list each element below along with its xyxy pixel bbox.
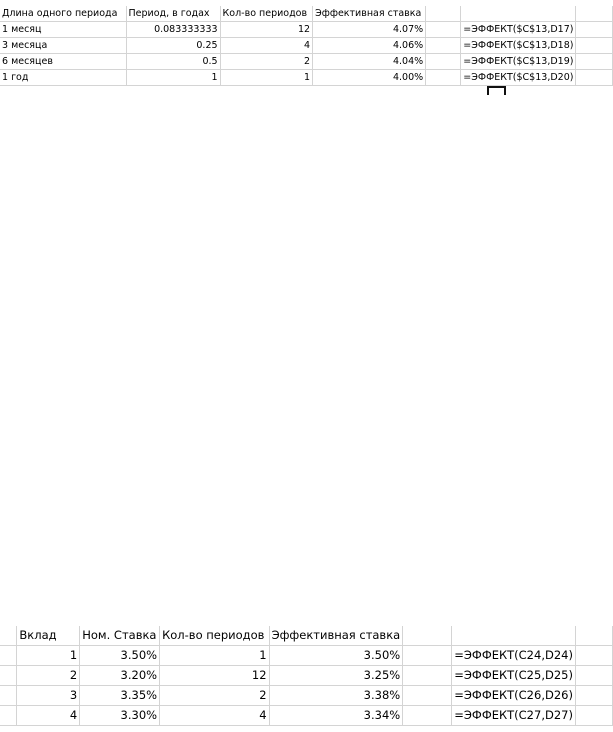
top-spreadsheet: [0, 6, 613, 86]
header-cell[interactable]: Кол-во периодов: [160, 626, 269, 646]
empty-cell[interactable]: [426, 38, 461, 54]
periods-cell[interactable]: 2: [220, 54, 313, 70]
header-cell[interactable]: Вклад: [17, 626, 80, 646]
formula-cell[interactable]: [452, 686, 576, 706]
formula-cell[interactable]: [452, 706, 576, 726]
empty-cell[interactable]: [575, 646, 612, 666]
bottom-header-row: [0, 626, 613, 646]
deposit-cell[interactable]: 2: [17, 666, 80, 686]
effective-rate-cell[interactable]: 3.38%: [269, 686, 403, 706]
effective-rate-cell[interactable]: 3.25%: [269, 666, 403, 686]
periods-cell[interactable]: 4: [160, 706, 269, 726]
periods-cell[interactable]: 12: [220, 22, 313, 38]
formula-text: =ЭФФЕКТ(C25,D25): [454, 667, 573, 682]
formula-text: =ЭФФЕКТ($C$13,D18): [463, 39, 574, 51]
empty-cell[interactable]: [403, 686, 452, 706]
period-length-cell[interactable]: 3 месяца: [0, 38, 126, 54]
formula-text: =ЭФФЕКТ($C$13,D17): [463, 23, 574, 35]
nominal-rate-cell[interactable]: 3.35%: [80, 686, 160, 706]
header-cell[interactable]: Эффективная ставка: [269, 626, 403, 646]
header-cell[interactable]: Кол-во периодов: [220, 6, 313, 22]
empty-cell[interactable]: [452, 626, 576, 646]
table-row: [0, 666, 613, 686]
header-cell[interactable]: Период, в годах: [126, 6, 220, 22]
formula-cell[interactable]: [452, 666, 576, 686]
nominal-rate-cell[interactable]: 3.50%: [80, 646, 160, 666]
period-length-cell[interactable]: 6 месяцев: [0, 54, 126, 70]
formula-text: =ЭФФЕКТ(C26,D26): [454, 687, 573, 702]
empty-cell[interactable]: [576, 70, 613, 86]
empty-cell[interactable]: [426, 6, 461, 22]
formula-cell[interactable]: [461, 38, 576, 54]
effective-rate-cell[interactable]: 3.50%: [269, 646, 403, 666]
empty-cell[interactable]: [426, 54, 461, 70]
empty-cell[interactable]: [575, 706, 612, 726]
empty-cell[interactable]: [403, 706, 452, 726]
header-cell[interactable]: Длина одного периода: [0, 6, 126, 22]
effective-rate-cell[interactable]: 4.06%: [313, 38, 426, 54]
deposit-cell[interactable]: 1: [17, 646, 80, 666]
formula-text: =ЭФФЕКТ($C$13,D19): [463, 55, 574, 67]
periods-cell[interactable]: 4: [220, 38, 313, 54]
empty-cell[interactable]: [0, 666, 17, 686]
effective-rate-cell[interactable]: 4.04%: [313, 54, 426, 70]
formula-cell[interactable]: [452, 646, 576, 666]
table-row: [0, 686, 613, 706]
formula-text: =ЭФФЕКТ($C$13,D20): [463, 71, 574, 83]
nominal-rate-cell[interactable]: 3.20%: [80, 666, 160, 686]
years-cell[interactable]: 0.25: [126, 38, 220, 54]
table-row: [0, 22, 613, 38]
years-cell[interactable]: 0.5: [126, 54, 220, 70]
empty-cell[interactable]: [576, 22, 613, 38]
effective-rate-cell[interactable]: 3.34%: [269, 706, 403, 726]
periods-cell[interactable]: 1: [160, 646, 269, 666]
periods-cell[interactable]: 2: [160, 686, 269, 706]
deposit-cell[interactable]: 4: [17, 706, 80, 726]
empty-cell[interactable]: [0, 626, 17, 646]
formula-text: =ЭФФЕКТ(C27,D27): [454, 707, 573, 722]
effective-rate-cell[interactable]: 4.00%: [313, 70, 426, 86]
empty-cell[interactable]: [0, 706, 17, 726]
periods-cell[interactable]: 1: [220, 70, 313, 86]
empty-cell[interactable]: [461, 6, 576, 22]
table-row: [0, 646, 613, 666]
effective-rate-cell[interactable]: 4.07%: [313, 22, 426, 38]
deposit-cell[interactable]: 3: [17, 686, 80, 706]
table-row: [0, 54, 613, 70]
empty-cell[interactable]: [426, 22, 461, 38]
formula-cell[interactable]: [461, 22, 576, 38]
header-cell[interactable]: Эффективная ставка: [313, 6, 426, 22]
empty-cell[interactable]: [403, 666, 452, 686]
formula-cell[interactable]: [461, 54, 576, 70]
empty-cell[interactable]: [0, 646, 17, 666]
table-row: [0, 38, 613, 54]
empty-cell[interactable]: [576, 6, 613, 22]
empty-cell[interactable]: [403, 646, 452, 666]
nominal-rate-cell[interactable]: 3.30%: [80, 706, 160, 726]
empty-cell[interactable]: [576, 54, 613, 70]
empty-cell[interactable]: [0, 686, 17, 706]
table-row: [0, 706, 613, 726]
table-row: [0, 70, 613, 86]
top-header-row: [0, 6, 613, 22]
formula-text: =ЭФФЕКТ(C24,D24): [454, 647, 573, 662]
periods-cell[interactable]: 12: [160, 666, 269, 686]
empty-cell[interactable]: [575, 666, 612, 686]
period-length-cell[interactable]: 1 месяц: [0, 22, 126, 38]
bottom-spreadsheet: [0, 626, 613, 726]
empty-cell[interactable]: [426, 70, 461, 86]
empty-cell[interactable]: [403, 626, 452, 646]
formula-cell[interactable]: [461, 70, 576, 86]
selected-cell-indicator[interactable]: [487, 86, 506, 95]
empty-cell[interactable]: [576, 38, 613, 54]
empty-cell[interactable]: [575, 626, 612, 646]
period-length-cell[interactable]: 1 год: [0, 70, 126, 86]
years-cell[interactable]: 0.083333333: [126, 22, 220, 38]
years-cell[interactable]: 1: [126, 70, 220, 86]
header-cell[interactable]: Ном. Ставка: [80, 626, 160, 646]
empty-cell[interactable]: [575, 686, 612, 706]
